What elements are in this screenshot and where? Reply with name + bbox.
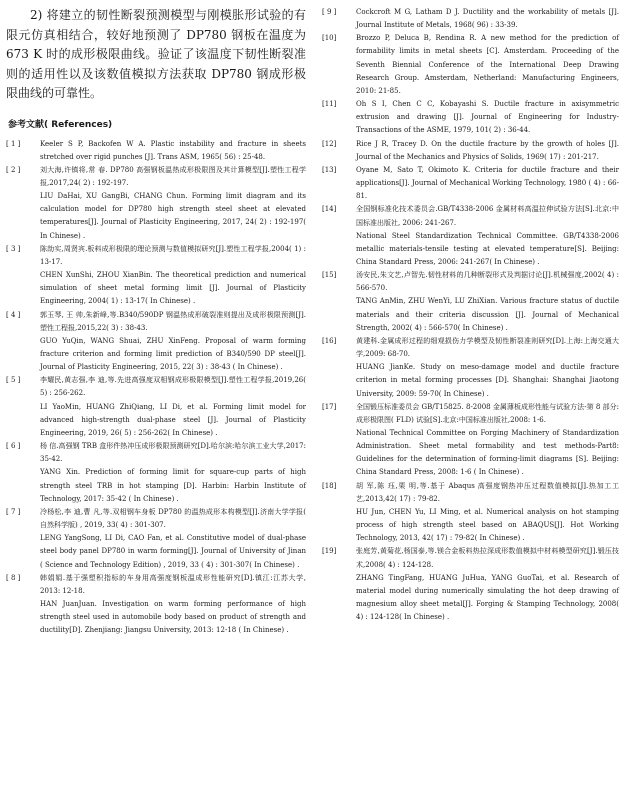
reference-item [322,32,619,98]
reference-item [322,203,619,269]
reference-line: 汤安民,朱文艺,卢智先.韧性材料的几种断裂形式及判据讨论[J].机械强度,2002( 4) : 566-570. [356,271,619,293]
reference-text [40,164,306,243]
reference-line: YANG Xin. Prediction of forming limit for square-cup parts of high strength steel TRB in hot stamping [D]. Harbin: Harbin Institute of Technology, 2017: 35-42 ( In Chinese) . [40,468,306,503]
reference-item [6,440,306,506]
reference-item [322,164,619,203]
reference-number: [15] [322,271,337,280]
reference-item [322,335,619,401]
reference-line: Oyane M, Sato T, Okimoto K. Criteria for ductile fracture and their applications[J]. Journal of Mechanical Working Technology, 1980 ( 4) : 66-81. [356,165,619,201]
reference-number: [12] [322,139,337,148]
reference-text [40,243,306,309]
reference-line: 全国锻压标准委员会 GB/T15825. 8-2008 金属薄板成形性能与试验方法-第 8 部分: 成形极限图( FLD) 试验[S].北京:中国标准出版社,2008: 1-6. [356,402,619,424]
reference-text [356,335,619,401]
reference-item [322,401,619,480]
reference-item [322,6,619,32]
reference-text [356,164,619,203]
reference-item [322,138,619,164]
reference-item [6,309,306,375]
reference-line: HU Jun, CHEN Yu, LI Ming, et al. Numerical analysis on hot stamping process of high strength steel based on ABAQUS[J]. Hot Working Technology, 2013, 42( 17) : 79-82( In Chinese) . [356,507,619,543]
reference-text [356,480,619,546]
reference-item [6,164,306,243]
right-reference-list [322,6,619,624]
reference-line: Keeler S P, Backofen W A. Plastic instability and fracture in sheets stretched over rigid punches [J]. Trans ASM, 1965( 56) : 25-48. [40,139,306,161]
reference-line: Rice J R, Tracey D. On the ductile fracture by the growth of holes [J]. Journal of the Mechanics and Physics of Solids, 1969( 17) : 201-217. [356,139,619,161]
reference-text [356,98,619,137]
conclusion-paragraph: 2) 将建立的韧性断裂预测模型与刚模胀形试验的有限元仿真相结合，较好地预测了 DP780 钢板在温度为 673 K 时的成形极限曲线。验证了该温度下韧性断裂准则的适用性以及该数值模拟方法获取 DP780 钢成形极限曲线的可靠性。 [6,8,306,100]
reference-number: [18] [322,481,337,490]
reference-text [40,138,306,164]
reference-item [322,269,619,335]
reference-text [356,32,619,98]
reference-item [6,243,306,309]
reference-line: Cockcroft M G, Latham D J. Ductility and the workability of metals [J]. Journal Institute of Metals, 1968( 96) : 33-39. [356,8,619,30]
reference-line: 陈劼实,周贤宾.板料成形极限的理论预测与数值模拟研究[J].塑性工程学报,2004( 1) : 13-17. [40,244,306,266]
reference-item [6,506,306,572]
reference-number: [ 7 ] [6,507,21,516]
reference-text [356,203,619,269]
reference-number: [ 9 ] [322,8,337,16]
reference-line: Brozzo P, Deluca B, Rendina R. A new method for the prediction of formability limits in metal sheets [C]. Amsterdam. Proceeding of the Seventh Biennial Conference of the International Deep Drawing Research Group. Amsterdam, Netherland: Manufacturing Engineers, 2010: 21-85. [356,34,619,95]
reference-line: National Steel Standardization Technical Committee. GB/T4338-2006 metallic materials-tensile testing at elevated temperature[S]. Beijing: China Standard Press, 2006: 241-267( In Chinese) . [356,231,619,266]
reference-number: [ 4 ] [6,310,21,319]
reference-number: [19] [322,547,337,556]
reference-line: 黄建科.金属成形过程的细观损伤力学模型及韧性断裂准则研究[D].上海:上海交通大学,2009: 68-70. [356,336,619,359]
right-column [322,6,619,624]
reference-number: [ 2 ] [6,165,21,174]
reference-text [356,269,619,335]
reference-number: [17] [322,402,337,411]
reference-line: LENG YangSong, LI Di, CAO Fan, et al. Constitutive model of dual-phase steel body panel DP780 in warm forming[J]. Journal of University of Jinan ( Science and Technology Edition) , 2019, 33 ( 4) : 301-307( In Chinese) . [40,534,306,569]
references-heading: 参考文献( References) [8,119,113,130]
reference-item [322,480,619,546]
reference-item [322,98,619,137]
reference-item [6,138,306,164]
reference-line: National Technical Committee on Forging Machinery of Standardization Administration. Sheet metal formability and test methods-Part8: Guidelines for the determination of forming-limit diagrams [S]. Beijing: China Standard Press, 2008: 1-6 ( In Chinese) . [356,429,619,477]
reference-line: 韩娟娟.基于强塑积指标的车身用高强度钢板温成形性能研究[D].镇江:江苏大学, 2013: 12-18. [40,573,306,595]
reference-text [356,401,619,480]
left-column [6,6,306,637]
reference-text [40,506,306,572]
reference-line: 全国钢标准化技术委员会.GB/T4338-2006 金属材料高温拉伸试验方法[S].北京:中国标准出版社, 2006: 241-267. [356,205,619,227]
reference-line: HAN JuanJuan. Investigation on warm forming performance of high strength steel used in automobile body based on product of strength and ductility[D]. Zhenjiang: Jiangsu University, 2013: 12-18 ( In Chinese) . [40,599,306,635]
reference-line: 郭玉琴, 王 帅,朱新峰,等.B340/590DP 钢温热成形破裂准则提出及成形极限预测[J].塑性工程报,2015,22( 3) : 38-43. [40,310,306,332]
reference-line: 胡 军,陈 珏,栗 明,等.基于 Abaqus 高强度钢热冲压过程数值模拟[J].热加工工艺,2013,42( 17) : 79-82. [356,481,619,503]
reference-text [40,440,306,506]
reference-line: HUANG JianKe. Study on meso-damage model and ductile fracture criterion in metal forming processes [D]. Shanghai: Shanghai Jiaotong University, 2009: 59-70( In Chinese) . [356,363,619,398]
reference-line: ZHANG TingFang, HUANG JuHua, YANG GuoTai, et al. Research of material model during numerically simulating the hot deep drawing of magnesium alloy sheet metal[J]. Forging & Stamping Technology, 2008( 4) : 124-128( In Chinese) . [356,573,619,622]
reference-line: LIU DaHai, XU GangBi, CHANG Chun. Forming limit diagram and its calculation model for DP780 high strength steel sheet at elevated temperatures[J]. Journal of Plasticity Engineering, 2017, 24( 2) : 192-197( In Chinese) . [40,192,306,240]
reference-number: [10] [322,34,337,43]
reference-number: [ 5 ] [6,376,21,385]
reference-item [322,545,619,624]
reference-item [6,572,306,638]
reference-item [6,374,306,440]
left-reference-list [6,138,306,638]
reference-number: [16] [322,336,337,345]
reference-line: 张庭芳,黄菊花,杨国泰,等.镁合金板料热拉深成形数值模拟中材料模型研究[J].锻压技术,2008( 4) : 124-128. [356,547,619,569]
reference-line: GUO YuQin, WANG Shuai, ZHU XinFeng. Proposal of warm forming fracture criterion and forming limit prediction of B340/590 DP steel[J]. Journal of Plasticity Engineering, 2015, 22( 3) : 38-43 ( In Chinese) . [40,336,306,372]
reference-line: LI YaoMin, HUANG ZhiQiang, LI Di, et al. Forming limit model for advanced high-strength dual-phase steel [J]. Journal of Plasticity Engineering, 2019, 26( 5) : 256-262( In Chinese) . [40,402,306,437]
reference-line: 冷杨松,李 迪,曹 凡,等.双相钢车身板 DP780 的温热成形本构模型[J].济南大学学报( 自然科学版) , 2019, 33( 4) : 301-307. [40,507,306,530]
reference-number: [ 8 ] [6,573,21,582]
reference-text [356,6,619,32]
reference-text [356,138,619,164]
reference-number: [11] [322,100,337,109]
reference-line: Oh S I, Chen C C, Kobayashi S. Ductile fracture in axisymmetric extrusion and drawing [J]. Journal of Engineering for Industry-Transactions of the ASME, 1979, 101( 2) : 36-44. [356,100,619,135]
reference-text [40,309,306,375]
reference-line: TANG AnMin, ZHU WenYi, LU ZhiXian. Various fracture status of ductile materials and their criteria discussion [J]. Journal of Mechanical Strength, 2002( 4) : 566-570( In Chinese) . [356,297,619,332]
reference-text [40,374,306,440]
reference-number: [14] [322,205,337,214]
reference-number: [ 6 ] [6,442,21,451]
reference-number: [13] [322,165,337,174]
reference-text [356,545,619,624]
reference-line: CHEN XunShi, ZHOU XianBin. The theoretical prediction and numerical simulation of sheet metal forming limit [J]. Journal of Plasticity Engineering, 2004( 1) : 13-17( In Chinese) . [40,271,306,306]
reference-number: [ 1 ] [6,139,21,148]
reference-line: 杨 信.高强钢 TRB 盒形件热冲压成形极限预测研究[D].哈尔滨:哈尔滨工业大学,2017: 35-42. [40,442,306,464]
reference-line: 刘大海,许镇将,常 春. DP780 高强钢板温热成形极限图及其计算模型[J].塑性工程学报,2017,24( 2) : 192-197. [40,165,306,187]
reference-text [40,572,306,638]
reference-number: [ 3 ] [6,244,21,253]
reference-line: 李耀民,黄志强,李 迪,等.先进高强度双相钢成形极限模型[J].塑性工程学报,2019,26( 5) : 256-262. [40,376,306,398]
